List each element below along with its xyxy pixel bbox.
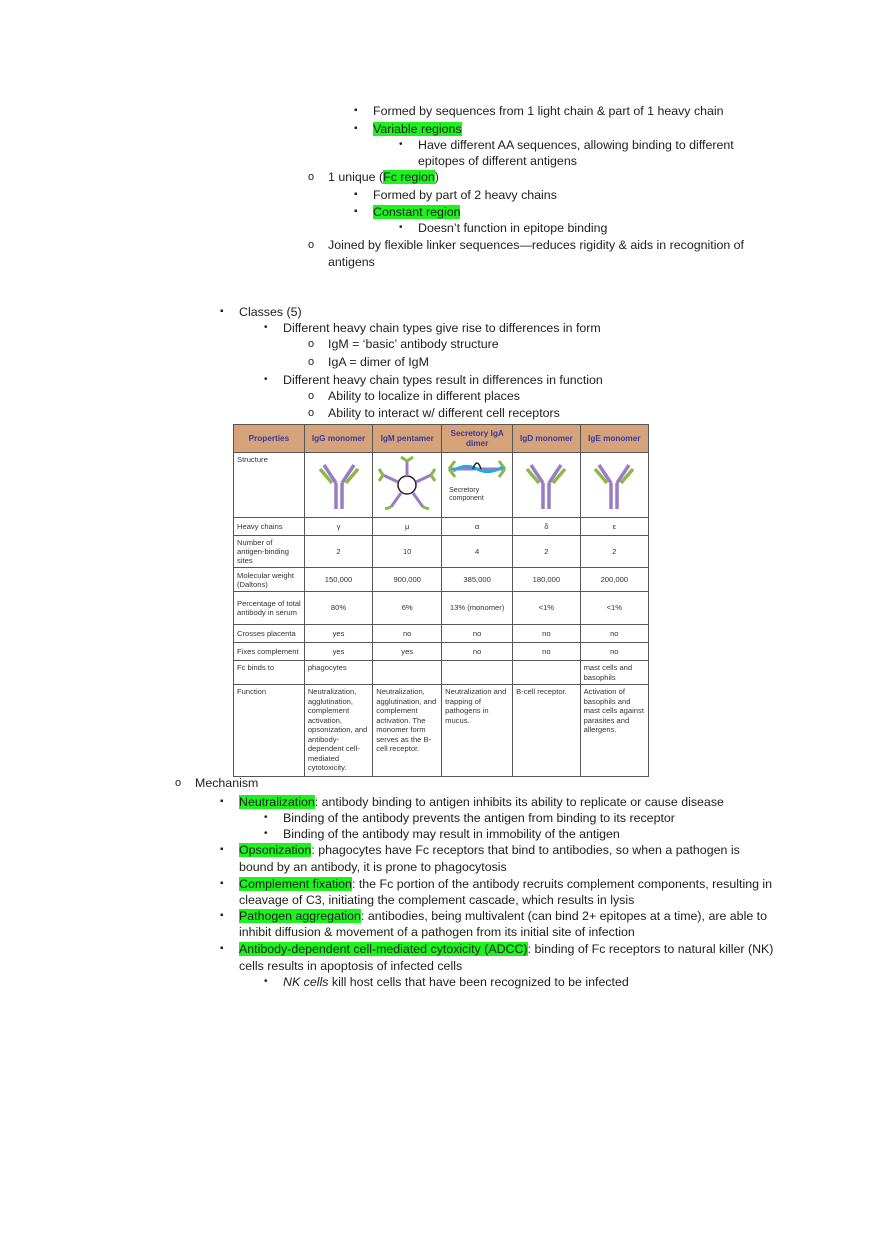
table-cell: γ [304,518,372,536]
table-cell [513,661,580,685]
list-item [399,137,734,153]
list-item [308,405,560,421]
list-item-continuation [239,924,635,940]
header-cell: IgE monomer [580,425,648,453]
circle-bullet-icon: o [175,777,182,789]
table-cell: no [580,643,648,661]
italic-term: NK cells [283,975,329,989]
highlighted-term: Antibody-dependent cell-mediated cytoxicity (ADCC) [239,942,528,956]
table-row [234,625,649,643]
text: Different heavy chain types result in differences in function [283,373,603,387]
table-cell: μ [373,518,442,536]
list-item-continuation [239,859,507,875]
table-row [234,568,649,592]
table-cell: 900,000 [373,568,442,592]
round-bullet-icon: • [399,139,403,150]
list-item [354,204,461,220]
text: antigens [328,255,375,269]
list-item [308,354,429,370]
highlighted-term: Pathogen aggregation [239,909,361,923]
antibody-monomer-icon [314,455,364,511]
table-cell: 2 [580,536,648,568]
iga-structure [442,453,513,518]
list-item [220,908,767,924]
circle-bullet-icon: o [308,171,315,183]
square-bullet-icon: ▪ [354,206,358,217]
round-bullet-icon: • [399,222,403,233]
list-item-continuation [328,254,375,270]
antibody-monomer-icon [521,455,571,511]
list-item-continuation [418,153,577,169]
table-row [234,685,649,777]
square-bullet-icon: ▪ [220,796,224,807]
table-row [234,592,649,625]
text: : antibodies, being multivalent (can bind 2+ epitopes at a time), are able to [360,909,767,923]
row-label: Percentage of total antibody in serum [234,592,305,625]
square-bullet-icon: ▪ [354,189,358,200]
highlighted-term: Neutralization [239,795,315,809]
square-bullet-icon: ▪ [354,123,358,134]
list-item [220,794,724,810]
text: Formed by sequences from 1 light chain & part of 1 heavy chain [373,104,724,118]
table-cell: yes [304,625,372,643]
row-label: Crosses placenta [234,625,305,643]
table-header-row [234,425,649,453]
list-item [220,842,740,858]
text: Classes (5) [239,305,302,319]
list-item [354,187,557,203]
table-cell: 150,000 [304,568,372,592]
row-label: Fixes complement [234,643,305,661]
table-cell: yes [304,643,372,661]
table-cell [373,661,442,685]
ige-structure [580,453,648,518]
square-bullet-icon: ▪ [220,844,224,855]
square-bullet-icon: ▪ [354,105,358,116]
table-cell: Neutralization, agglutination, and complement activation. The monomer form serves as the B-cell receptor. [373,685,442,777]
list-item [220,876,773,892]
antibody-pentamer-icon [377,455,437,515]
circle-bullet-icon: o [308,338,315,350]
table-cell: no [373,625,442,643]
round-bullet-icon: • [264,374,268,385]
square-bullet-icon: ▪ [220,943,224,954]
row-label: Structure [234,453,305,518]
header-cell: Properties [234,425,305,453]
text: Ability to localize in different places [328,389,520,403]
table-cell: <1% [513,592,580,625]
antibody-classes-table [233,424,649,777]
text: Different heavy chain types give rise to differences in form [283,321,601,335]
highlighted-term: Variable regions [373,122,462,136]
round-bullet-icon: • [264,976,268,987]
list-item [264,974,629,990]
secretory-component-label: Secretory component [449,487,484,502]
square-bullet-icon: ▪ [220,878,224,889]
table-cell: <1% [580,592,648,625]
table-row [234,453,649,518]
text: Binding of the antibody prevents the antigen from binding to its receptor [283,811,675,825]
round-bullet-icon: • [264,812,268,823]
table-cell: phagocytes [304,661,372,685]
table-cell [442,661,513,685]
list-item [308,336,499,352]
circle-bullet-icon: o [308,239,315,251]
table-cell: Neutralization, agglutination, complement activation, opsonization, and antibody-dependent cell-mediated cytotoxicity. [304,685,372,777]
circle-bullet-icon: o [308,356,315,368]
list-item [175,775,259,791]
highlighted-term: Fc region [383,170,435,184]
text: : antibody binding to antigen inhibits its ability to replicate or cause disease [314,795,724,809]
header-cell: IgG monomer [304,425,372,453]
row-label: Fc binds to [234,661,305,685]
table-cell: 4 [442,536,513,568]
table-cell: Neutralization and trapping of pathogens in mucus. [442,685,513,777]
row-label: Number of antigen-binding sites [234,536,305,568]
text: 1 unique ( [328,170,384,184]
header-cell: Secretory IgA dimer [442,425,513,453]
table-cell: 2 [304,536,372,568]
text: cells results in apoptosis of infected cells [239,959,463,973]
row-label: Heavy chains [234,518,305,536]
text: IgM = ‘basic’ antibody structure [328,337,499,351]
highlighted-term: Opsonization [239,843,312,857]
table-cell: no [442,643,513,661]
text: Doesn’t function in epitope binding [418,221,608,235]
list-item [264,320,601,336]
text: inhibit diffusion & movement of a pathogen from its initial site of infection [239,925,635,939]
list-item-continuation [239,892,634,908]
table-cell: no [513,643,580,661]
list-item [264,826,620,842]
header-cell: IgM pentamer [373,425,442,453]
text: bound by an antibody, it is prone to phagocytosis [239,860,507,874]
text: : binding of Fc receptors to natural killer (NK) [527,942,774,956]
list-item [264,810,675,826]
header-cell: IgD monomer [513,425,580,453]
text: Binding of the antibody may result in immobility of the antigen [283,827,620,841]
round-bullet-icon: • [264,828,268,839]
text: : the Fc portion of the antibody recruits complement components, resulting in [351,877,773,891]
table-row [234,518,649,536]
table-cell: no [513,625,580,643]
table-cell: no [442,625,513,643]
text: IgA = dimer of IgM [328,355,429,369]
circle-bullet-icon: o [308,390,315,402]
text: Ability to interact w/ different cell receptors [328,406,560,420]
table-cell: 80% [304,592,372,625]
list-item [220,304,302,320]
text: Joined by flexible linker sequences—reduces rigidity & aids in recognition of [328,238,744,252]
antibody-dimer-icon [445,455,509,485]
text: cleavage of C3, initiating the complement cascade, which results in lysis [239,893,635,907]
table-cell: 10 [373,536,442,568]
list-item [399,220,608,236]
table-row [234,536,649,568]
igm-structure [373,453,442,518]
text: kill host cells that have been recognized to be infected [328,975,629,989]
highlighted-term: Complement fixation [239,877,352,891]
text: epitopes of different antigens [418,154,577,168]
round-bullet-icon: • [264,322,268,333]
table-cell: mast cells and basophils [580,661,648,685]
table-cell: δ [513,518,580,536]
antibody-monomer-icon [589,455,639,511]
table-cell: 180,000 [513,568,580,592]
list-item [354,121,462,137]
list-item [308,169,439,185]
table-cell: yes [373,643,442,661]
row-label: Molecular weight (Daltons) [234,568,305,592]
table-row [234,661,649,685]
list-item [354,103,724,119]
list-item [264,372,603,388]
table-cell: 6% [373,592,442,625]
table-cell: Activation of basophils and mast cells against parasites and allergens. [580,685,648,777]
square-bullet-icon: ▪ [220,306,224,317]
table-cell: ε [580,518,648,536]
table-cell: 200,000 [580,568,648,592]
text: Mechanism [195,776,259,790]
table-cell: 2 [513,536,580,568]
table-cell: B-cell receptor. [513,685,580,777]
square-bullet-icon: ▪ [220,910,224,921]
highlighted-term: Constant region [373,205,461,219]
table-row [234,643,649,661]
igd-structure [513,453,580,518]
table-cell: 13% (monomer) [442,592,513,625]
igg-structure [304,453,372,518]
table-cell: α [442,518,513,536]
list-item [308,388,520,404]
text: ) [434,170,439,184]
list-item-continuation [239,958,462,974]
text: : phagocytes have Fc receptors that bind to antibodies, so when a pathogen is [311,843,740,857]
text: Have different AA sequences, allowing binding to different [418,138,734,152]
circle-bullet-icon: o [308,407,315,419]
table-cell: 385,000 [442,568,513,592]
list-item [220,941,774,957]
row-label: Function [234,685,305,777]
list-item [308,237,744,253]
text: Formed by part of 2 heavy chains [373,188,557,202]
table-cell: no [580,625,648,643]
